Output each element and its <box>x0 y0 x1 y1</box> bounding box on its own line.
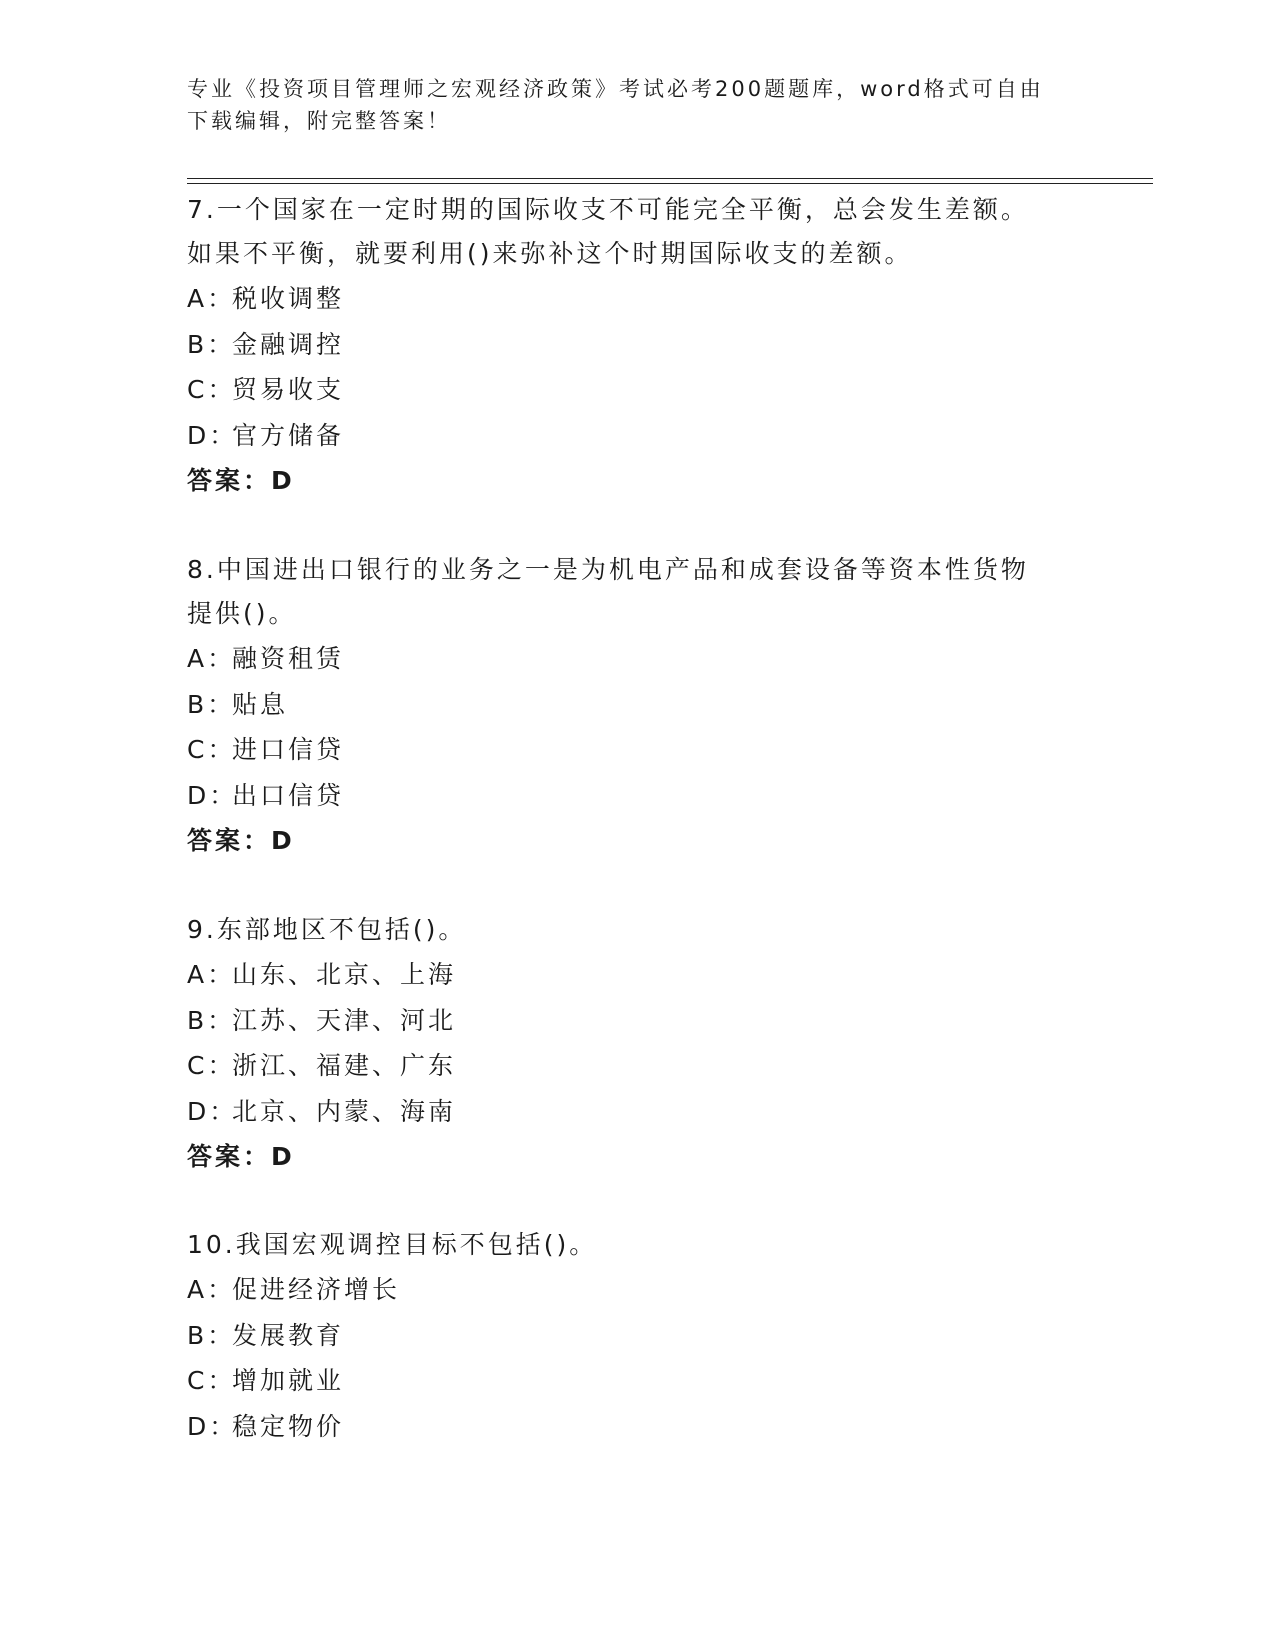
option-text: 促进经济增长 <box>232 1275 401 1304</box>
option-a <box>187 276 1087 322</box>
option-text: 税收调整 <box>232 284 345 313</box>
answer-line: 答案：D <box>187 1142 295 1171</box>
header-line-2: 下载编辑，附完整答案！ <box>187 109 451 133</box>
option-letter: A： <box>187 1275 236 1304</box>
option-text: 进口信贷 <box>232 735 345 764</box>
option-b <box>187 322 1087 368</box>
option-letter: B： <box>187 689 236 719</box>
question-7 <box>187 188 1087 503</box>
header-divider-top <box>187 178 1153 179</box>
option-b <box>187 1313 1087 1359</box>
option-letter: A： <box>187 960 236 989</box>
option-letter: C： <box>187 735 236 764</box>
option-letter: B： <box>187 1320 236 1350</box>
option-d <box>187 773 1087 819</box>
question-stem-line: 9.东部地区不包括()。 <box>187 915 467 944</box>
question-stem <box>187 908 1087 952</box>
option-a <box>187 1267 1087 1313</box>
option-b <box>187 998 1087 1044</box>
option-text: 贸易收支 <box>232 375 345 404</box>
question-10 <box>187 1223 1087 1449</box>
option-b <box>187 682 1087 728</box>
question-8 <box>187 548 1087 863</box>
option-d <box>187 1089 1087 1135</box>
option-text: 浙江、福建、广东 <box>232 1051 457 1080</box>
question-stem-line: 如果不平衡，就要利用()来弥补这个时期国际收支的差额。 <box>187 239 913 268</box>
option-text: 发展教育 <box>232 1320 345 1350</box>
option-text: 金融调控 <box>232 329 345 359</box>
question-stem-line: 7.一个国家在一定时期的国际收支不可能完全平衡，总会发生差额。 <box>187 195 1029 224</box>
option-text: 山东、北京、上海 <box>232 960 457 989</box>
option-a <box>187 636 1087 682</box>
header-divider-bottom <box>187 183 1153 184</box>
option-letter: C： <box>187 1051 236 1080</box>
option-text: 官方储备 <box>232 420 345 450</box>
option-text: 出口信贷 <box>232 780 345 810</box>
option-letter: D： <box>187 1096 238 1126</box>
option-text: 北京、内蒙、海南 <box>232 1096 457 1126</box>
option-d <box>187 1404 1087 1450</box>
option-letter: C： <box>187 375 236 404</box>
option-text: 江苏、天津、河北 <box>232 1005 457 1035</box>
option-letter: D： <box>187 420 238 450</box>
option-c <box>187 367 1087 413</box>
option-c <box>187 1358 1087 1404</box>
question-9 <box>187 908 1087 1179</box>
document-header <box>187 73 1067 137</box>
option-text: 融资租赁 <box>232 644 345 673</box>
answer-line: 答案：D <box>187 466 295 495</box>
option-c <box>187 1043 1087 1089</box>
option-d <box>187 413 1087 459</box>
option-letter: D： <box>187 780 238 810</box>
question-stem-line: 10.我国宏观调控目标不包括()。 <box>187 1230 598 1259</box>
option-letter: B： <box>187 1005 236 1035</box>
question-stem <box>187 1223 1087 1267</box>
option-letter: C： <box>187 1366 236 1395</box>
option-letter: A： <box>187 644 236 673</box>
option-text: 增加就业 <box>232 1366 345 1395</box>
option-text: 贴息 <box>232 689 289 719</box>
option-text: 稳定物价 <box>232 1411 345 1441</box>
question-stem <box>187 188 1087 276</box>
header-line-1: 专业《投资项目管理师之宏观经济政策》考试必考200题题库，word格式可自由 <box>187 77 1044 101</box>
option-a <box>187 952 1087 998</box>
option-c <box>187 727 1087 773</box>
option-letter: A： <box>187 284 236 313</box>
option-letter: D： <box>187 1411 238 1441</box>
option-letter: B： <box>187 329 236 359</box>
answer-line: 答案：D <box>187 826 295 855</box>
question-stem-line: 提供()。 <box>187 599 297 628</box>
question-stem <box>187 548 1087 636</box>
question-stem-line: 8.中国进出口银行的业务之一是为机电产品和成套设备等资本性货物 <box>187 555 1029 584</box>
